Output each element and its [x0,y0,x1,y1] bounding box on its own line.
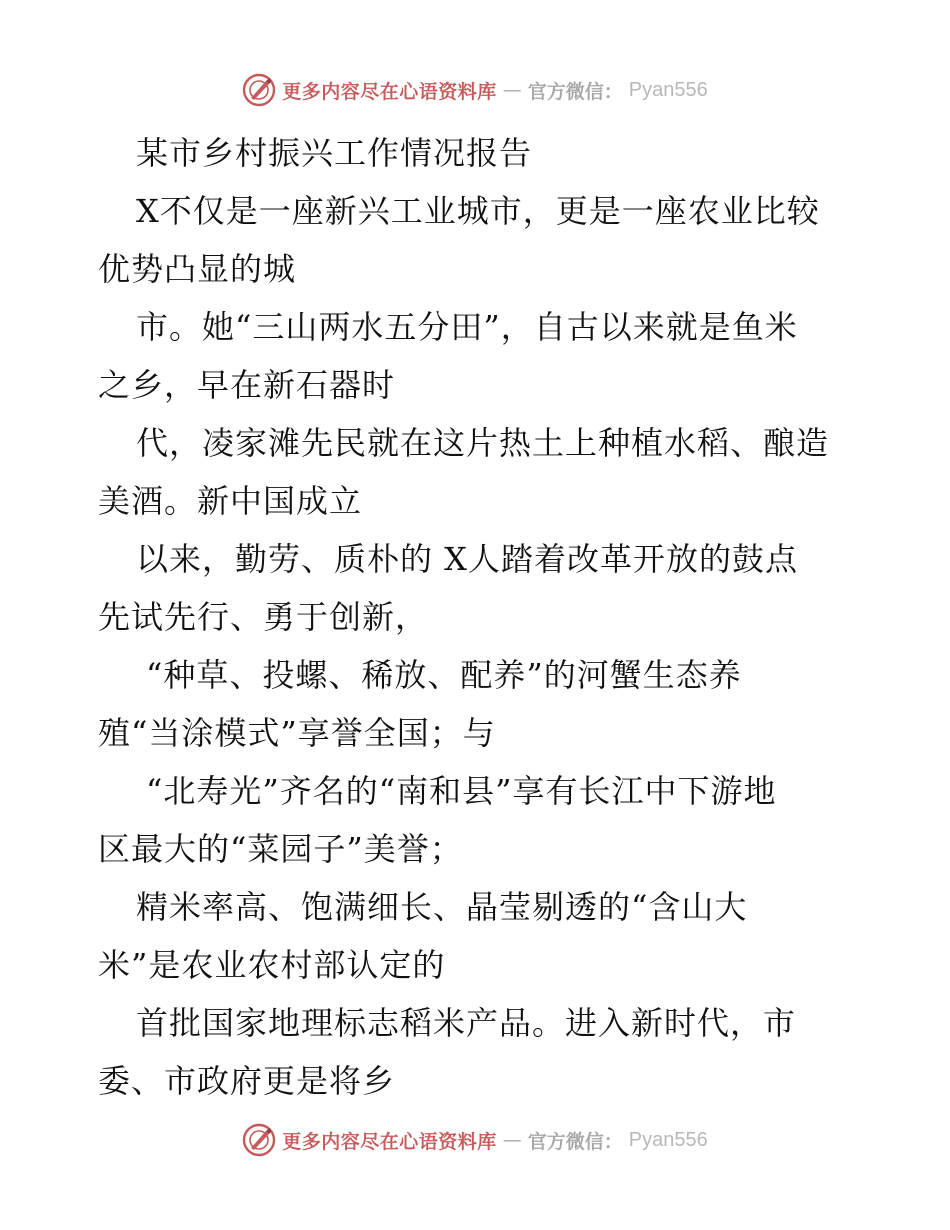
brand-logo-icon [242,1123,276,1157]
banner-brand-text: 更多内容尽在心语资料库 [282,1130,497,1153]
header-banner [0,70,950,110]
text-line: 先试先行、勇于创新， [98,598,429,636]
text-line: 市。她“三山两水五分田”，自古以来就是鱼米 [136,308,798,346]
banner-contact-id: Pyan556 [628,78,708,101]
document-title: 某市乡村振兴工作情况报告 [136,134,533,172]
text-line: “北寿光”齐名的“南和县”享有长江中下游地 [146,772,777,810]
footer-banner [0,1120,950,1160]
text-line: 以来，勤劳、质朴的 X人踏着改革开放的鼓点 [136,540,798,578]
text-line: 首批国家地理标志稻米产品。进入新时代，市 [136,1004,797,1042]
text-line: 殖“当涂模式”享誉全国；与 [98,714,496,752]
text-line: 代，凌家滩先民就在这片热土上种植水稻、酿造 [136,424,830,462]
text-line: 米”是农业农村部认定的 [98,946,446,984]
banner-separator: — [502,1129,522,1151]
banner-separator: — [502,79,522,101]
banner-brand-text: 更多内容尽在心语资料库 [282,80,497,103]
text-line: 之乡，早在新石器时 [98,366,396,404]
text-line: X不仅是一座新兴工业城市，更是一座农业比较 [136,192,820,230]
text-line: 优势凸显的城 [98,250,297,288]
text-line: 委、市政府更是将乡 [98,1062,396,1100]
brand-logo-icon [242,73,276,107]
text-line: 美酒。新中国成立 [98,482,363,520]
text-line: “种草、投螺、稀放、配养”的河蟹生态养 [146,656,742,694]
text-line: 区最大的“菜园子”美誉； [98,830,463,868]
document-body [98,124,878,1110]
banner-contact-id: Pyan556 [628,1128,708,1151]
banner-contact-label: 官方微信： [527,1130,623,1153]
banner-contact-label: 官方微信： [527,80,623,103]
text-line: 精米率高、饱满细长、晶莹剔透的“含山大 [136,888,748,926]
